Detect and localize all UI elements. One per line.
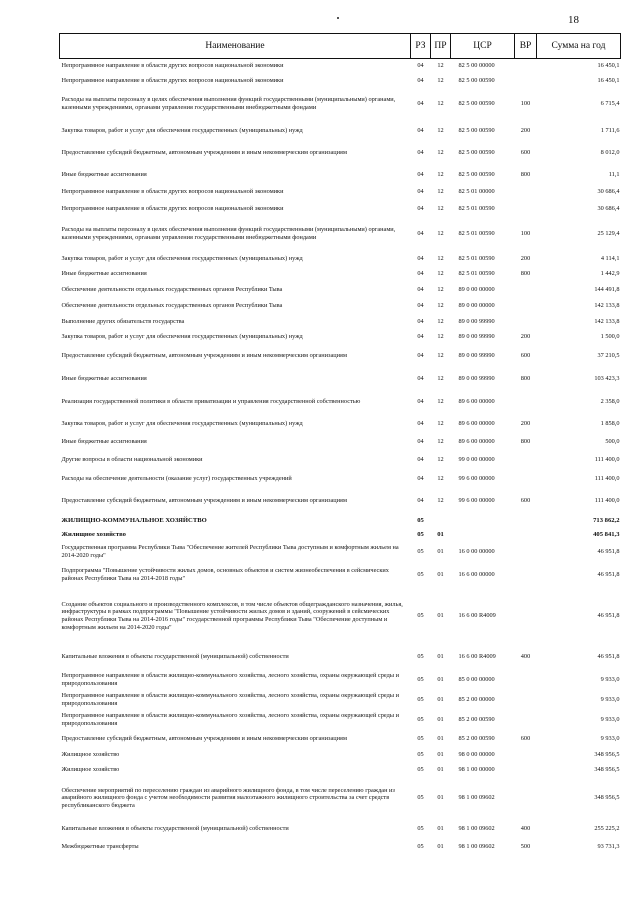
- table-row: [60, 415, 621, 433]
- table-row: [60, 542, 621, 563]
- table-row: [60, 330, 621, 344]
- cell-sum: 9 933,0: [600, 715, 620, 723]
- cell-sum: 348 956,5: [594, 794, 620, 802]
- cell-vr: 500: [520, 843, 531, 851]
- header-csr: ЦСР: [451, 34, 515, 59]
- cell-name: Непрограммное направление в области других вопросов национальной экономики: [61, 205, 284, 213]
- cell-sum: 9 933,0: [600, 734, 620, 742]
- cell-name: Расходы на обеспечение деятельности (оказание услуг) государственных учреждений: [61, 474, 292, 482]
- cell-sum: 1 500,0: [600, 332, 620, 340]
- table-row: [60, 451, 621, 469]
- cell-csr: 82 5 00 00000: [458, 62, 495, 70]
- cell-rz: 04: [417, 374, 424, 382]
- cell-pr: 12: [437, 170, 444, 178]
- cell-csr: 16 0 00 00000: [458, 548, 495, 556]
- cell-sum: 93 731,3: [597, 843, 620, 851]
- cell-name: Непрограммное направление в области жилищно-коммунального хозяйства, лесного хозяйства, охраны окружающей среды и природопользования: [61, 711, 399, 727]
- cell-name: Создание объектов социального и производственного комплексов, в том числе объектов общегражданского назначения, жилья, инфраструктуры в рамках подпрограммы "Повышение устойчивости жилых домов и зданий, сооружений в сейсмических районах Республики Тыва на 2014-2016 годы" государственной программы Республики Тыва "Обеспечение доступным и комфортным жильем на 2014-2020 годы": [61, 600, 403, 631]
- cell-name: Непрограммное направление в области других вопросов национальной экономики: [61, 188, 284, 196]
- cell-name: Расходы на выплаты персоналу в целях обеспечения выполнения функций государственными (муниципальными) органами, казенными учреждениями, органами управления государственными внебюджетными фондами: [61, 96, 396, 111]
- budget-table: [59, 33, 621, 855]
- cell-csr: 89 0 00 99990: [458, 332, 495, 340]
- cell-csr: [451, 529, 515, 542]
- cell-vr: 100: [520, 230, 531, 238]
- cell-sum: 46 951,8: [597, 548, 620, 556]
- table-row: [60, 819, 621, 840]
- cell-pr: 12: [437, 317, 444, 325]
- table-row: [60, 389, 621, 415]
- cell-vr: [515, 529, 537, 542]
- cell-vr: 800: [520, 170, 531, 178]
- cell-pr: [431, 513, 451, 529]
- cell-pr: 12: [437, 419, 444, 427]
- cell-csr: 82 5 01 00590: [458, 205, 495, 213]
- cell-rz: 04: [417, 437, 424, 445]
- cell-csr: 85 0 00 00000: [458, 675, 495, 683]
- cell-sum: 348 956,5: [594, 766, 620, 774]
- cell-vr: [515, 298, 537, 314]
- cell-rz: 05: [417, 653, 424, 661]
- table-row: [60, 184, 621, 201]
- cell-rz: 04: [417, 205, 424, 213]
- cell-csr: 98 1 00 09602: [458, 794, 495, 802]
- cell-vr: [515, 542, 537, 563]
- cell-csr: 16 6 00 00000: [458, 571, 495, 579]
- cell-rz: 05: [417, 843, 424, 851]
- cell-pr: 01: [437, 715, 444, 723]
- cell-rz: 05: [417, 751, 424, 759]
- cell-pr: 12: [437, 352, 444, 360]
- cell-rz: 04: [417, 100, 424, 108]
- cell-sum: 348 956,5: [594, 751, 620, 759]
- cell-csr: 82 5 01 00590: [458, 270, 495, 278]
- cell-rz: 04: [417, 230, 424, 238]
- cell-rz: 04: [417, 496, 424, 504]
- cell-pr: 01: [437, 548, 444, 556]
- cell-vr: 800: [520, 270, 531, 278]
- table-row: [60, 218, 621, 251]
- cell-sum: 4 114,1: [600, 254, 620, 262]
- cell-sum: 1 858,0: [600, 419, 620, 427]
- cell-rz: 04: [417, 332, 424, 340]
- cell-rz: 04: [417, 270, 424, 278]
- cell-vr: [515, 74, 537, 88]
- cell-name: Иные бюджетные ассигнования: [61, 374, 147, 382]
- cell-name: Закупка товаров, работ и услуг для обеспечения государственных (муниципальных) нужд: [61, 332, 303, 340]
- cell-rz: 04: [417, 188, 424, 196]
- header-rz: РЗ: [411, 34, 431, 59]
- cell-pr: 12: [437, 301, 444, 309]
- cell-vr: [515, 563, 537, 588]
- table-row: [60, 489, 621, 513]
- cell-vr: [515, 670, 537, 690]
- cell-sum: 8 012,0: [600, 149, 620, 157]
- cell-sum: 30 686,4: [597, 188, 620, 196]
- cell-sum: 9 933,0: [600, 675, 620, 683]
- table-row: [60, 201, 621, 218]
- cell-rz: 04: [417, 285, 424, 293]
- cell-sum: 9 933,0: [600, 695, 620, 703]
- table-row: [60, 88, 621, 121]
- cell-sum: 142 133,8: [594, 317, 620, 325]
- cell-rz: 04: [417, 474, 424, 482]
- cell-pr: 01: [437, 766, 444, 774]
- cell-rz: 05: [417, 571, 424, 579]
- cell-name: Межбюджетные трансферты: [61, 843, 139, 851]
- cell-name: Непрограммное направление в области жилищно-коммунального хозяйства, лесного хозяйства, охраны окружающей среды и природопользования: [61, 691, 399, 707]
- cell-vr: [515, 389, 537, 415]
- cell-vr: [515, 778, 537, 819]
- cell-rz: 04: [417, 419, 424, 427]
- cell-vr: [515, 513, 537, 529]
- cell-vr: [515, 184, 537, 201]
- cell-csr: 82 5 01 00590: [458, 254, 495, 262]
- cell-pr: 12: [437, 76, 444, 84]
- table-row: [60, 282, 621, 298]
- cell-pr: 01: [437, 675, 444, 683]
- cell-rz: 05: [417, 612, 424, 620]
- cell-name: Закупка товаров, работ и услуг для обеспечения государственных (муниципальных) нужд: [61, 254, 303, 262]
- cell-rz: 05: [417, 715, 424, 723]
- cell-pr: 01: [437, 612, 444, 620]
- cell-rz: 04: [417, 301, 424, 309]
- cell-sum: 16 450,1: [597, 76, 620, 84]
- table-row: [60, 645, 621, 670]
- cell-pr: 01: [437, 794, 444, 802]
- table-row: [60, 369, 621, 389]
- header-name: Наименование: [60, 34, 411, 59]
- cell-csr: 85 2 00 00000: [458, 695, 495, 703]
- cell-name: Непрограммное направление в области других вопросов национальной экономики: [61, 62, 284, 70]
- cell-csr: 82 5 01 00590: [458, 230, 495, 238]
- cell-rz: 04: [417, 170, 424, 178]
- table-row: [60, 730, 621, 748]
- cell-sum: 255 225,2: [594, 825, 620, 833]
- cell-sum: 37 210,5: [597, 352, 620, 360]
- cell-csr: 82 5 00 00590: [458, 76, 495, 84]
- cell-sum: 46 951,8: [597, 571, 620, 579]
- cell-rz: 04: [417, 455, 424, 463]
- cell-vr: [515, 588, 537, 645]
- cell-sum: 16 450,1: [597, 62, 620, 70]
- cell-pr: 12: [437, 455, 444, 463]
- cell-pr: 12: [437, 100, 444, 108]
- cell-sum: 111 400,0: [594, 474, 620, 482]
- cell-sum: 6 715,4: [600, 100, 620, 108]
- cell-vr: 200: [520, 126, 531, 134]
- cell-vr: 800: [520, 437, 531, 445]
- table-row: [60, 267, 621, 282]
- cell-vr: 100: [520, 100, 531, 108]
- table-row: [60, 251, 621, 267]
- cell-pr: 12: [437, 332, 444, 340]
- cell-csr: 82 5 00 00590: [458, 170, 495, 178]
- table-row: [60, 670, 621, 690]
- cell-name: Капитальные вложения в объекты государственной (муниципальной) собственности: [61, 825, 289, 833]
- cell-pr: 12: [437, 374, 444, 382]
- scan-speck: [337, 17, 339, 19]
- page-number: 18: [568, 14, 579, 26]
- cell-vr: 600: [520, 496, 531, 504]
- cell-vr: [515, 314, 537, 330]
- cell-vr: [515, 690, 537, 710]
- table-row: [60, 298, 621, 314]
- cell-vr: [515, 763, 537, 778]
- cell-pr: 12: [437, 397, 444, 405]
- cell-rz: 05: [417, 825, 424, 833]
- cell-pr: 12: [437, 254, 444, 262]
- cell-sum: 30 686,4: [597, 205, 620, 213]
- cell-pr: 12: [437, 496, 444, 504]
- cell-name: Капитальные вложения в объекты государственной (муниципальной) собственности: [61, 653, 289, 661]
- cell-name: Закупка товаров, работ и услуг для обеспечения государственных (муниципальных) нужд: [61, 126, 303, 134]
- cell-csr: 99 0 00 00000: [458, 455, 495, 463]
- cell-sum: 25 129,4: [597, 230, 620, 238]
- cell-vr: 200: [520, 419, 531, 427]
- cell-rz: 05: [417, 675, 424, 683]
- table-body: [60, 59, 621, 855]
- cell-vr: [515, 710, 537, 730]
- cell-pr: 12: [437, 230, 444, 238]
- cell-csr: 98 1 00 09602: [458, 843, 495, 851]
- cell-name: Обеспечение деятельности отдельных государственных органов Республики Тыва: [61, 285, 283, 293]
- cell-pr: 12: [437, 126, 444, 134]
- cell-name: Предоставление субсидий бюджетным, автономным учреждениям и иным некоммерческим организациям: [61, 352, 347, 360]
- cell-csr: [451, 513, 515, 529]
- cell-sum: 405 841,3: [593, 531, 620, 539]
- cell-rz: 05: [417, 548, 424, 556]
- cell-pr: 01: [437, 571, 444, 579]
- table-row: [60, 690, 621, 710]
- cell-csr: 16 6 00 R4009: [458, 653, 496, 661]
- cell-csr: 89 0 00 00000: [458, 285, 495, 293]
- table-row: [60, 433, 621, 451]
- cell-rz: 04: [417, 126, 424, 134]
- cell-sum: 713 862,2: [593, 516, 620, 524]
- cell-sum: 111 400,0: [594, 496, 620, 504]
- table-row: [60, 563, 621, 588]
- cell-name: Жилищное хозяйство: [61, 531, 126, 539]
- cell-name: Обеспечение мероприятий по переселению граждан из аварийного жилищного фонда, в том числе переселению граждан из аварийного жилищного фонда с учетом необходимости развития малоэтажного жилищного строительства за счет средств республиканского бюджета: [61, 786, 395, 809]
- table-row: [60, 748, 621, 763]
- cell-name: Иные бюджетные ассигнования: [61, 170, 147, 178]
- header-pr: ПР: [431, 34, 451, 59]
- cell-rz: 04: [417, 62, 424, 70]
- cell-pr: 12: [437, 474, 444, 482]
- cell-vr: 400: [520, 653, 531, 661]
- cell-name: Предоставление субсидий бюджетным, автономным учреждениям и иным некоммерческим организациям: [61, 496, 347, 504]
- cell-rz: 05: [417, 766, 424, 774]
- cell-rz: 05: [417, 516, 424, 524]
- table-row: [60, 763, 621, 778]
- cell-pr: 12: [437, 62, 444, 70]
- table-row: [60, 59, 621, 74]
- cell-sum: 142 133,8: [594, 301, 620, 309]
- cell-name: Жилищное хозяйство: [61, 751, 120, 759]
- cell-csr: 98 0 00 00000: [458, 751, 495, 759]
- table-row: [60, 74, 621, 88]
- cell-sum: 2 358,0: [600, 397, 620, 405]
- cell-csr: 82 5 00 00590: [458, 149, 495, 157]
- cell-csr: 89 0 00 99990: [458, 352, 495, 360]
- table-row: [60, 344, 621, 369]
- cell-name: Предоставление субсидий бюджетным, автономным учреждениям и иным некоммерческим организациям: [61, 734, 347, 742]
- table-row: [60, 588, 621, 645]
- cell-csr: 98 1 00 00000: [458, 766, 495, 774]
- cell-name: Другие вопросы в области национальной экономики: [61, 455, 203, 463]
- header-sum: Сумма на год: [537, 34, 621, 59]
- cell-sum: 144 491,8: [594, 285, 620, 293]
- cell-vr: [515, 748, 537, 763]
- cell-vr: 600: [520, 352, 531, 360]
- cell-csr: 82 5 00 00590: [458, 126, 495, 134]
- table-row: [60, 778, 621, 819]
- cell-name: Непрограммное направление в области жилищно-коммунального хозяйства, лесного хозяйства, охраны окружающей среды и природопользования: [61, 671, 399, 687]
- cell-vr: 400: [520, 825, 531, 833]
- cell-sum: 500,0: [605, 437, 620, 445]
- cell-sum: 1 711,6: [600, 126, 620, 134]
- cell-name: Обеспечение деятельности отдельных государственных органов Республики Тыва: [61, 301, 283, 309]
- cell-sum: 1 442,9: [600, 270, 620, 278]
- cell-vr: 600: [520, 734, 531, 742]
- cell-csr: 98 1 00 09602: [458, 825, 495, 833]
- table-row: [60, 469, 621, 489]
- cell-csr: 82 5 01 00000: [458, 188, 495, 196]
- cell-pr: 12: [437, 205, 444, 213]
- table-row: [60, 141, 621, 166]
- cell-vr: 800: [520, 374, 531, 382]
- cell-rz: 04: [417, 254, 424, 262]
- cell-vr: [515, 451, 537, 469]
- table-row: [60, 166, 621, 184]
- cell-pr: 01: [437, 825, 444, 833]
- cell-sum: 46 951,8: [597, 653, 620, 661]
- cell-rz: 04: [417, 352, 424, 360]
- table-header-row: [60, 34, 621, 59]
- cell-vr: 600: [520, 149, 531, 157]
- cell-name: Реализация государственной политики в области приватизации и управления государственной собственностью: [61, 397, 361, 405]
- cell-rz: 04: [417, 397, 424, 405]
- cell-name: Закупка товаров, работ и услуг для обеспечения государственных (муниципальных) нужд: [61, 419, 303, 427]
- cell-rz: 05: [417, 734, 424, 742]
- cell-pr: 01: [437, 531, 444, 539]
- cell-pr: 12: [437, 437, 444, 445]
- cell-csr: 89 0 00 99990: [458, 317, 495, 325]
- cell-csr: 89 6 00 00000: [458, 419, 495, 427]
- cell-csr: 16 6 00 R4009: [458, 612, 496, 620]
- cell-csr: 89 0 00 99990: [458, 374, 495, 382]
- table-row: [60, 529, 621, 542]
- cell-vr: [515, 282, 537, 298]
- table-row: [60, 710, 621, 730]
- cell-pr: 01: [437, 734, 444, 742]
- cell-name: Иные бюджетные ассигнования: [61, 270, 147, 278]
- cell-pr: 01: [437, 751, 444, 759]
- cell-rz: 04: [417, 76, 424, 84]
- cell-csr: 89 6 00 00000: [458, 437, 495, 445]
- cell-csr: 82 5 00 00590: [458, 100, 495, 108]
- cell-pr: 12: [437, 188, 444, 196]
- cell-sum: 103 423,3: [594, 374, 620, 382]
- cell-vr: [515, 201, 537, 218]
- cell-name: ЖИЛИЩНО-КОММУНАЛЬНОЕ ХОЗЯЙСТВО: [61, 516, 207, 524]
- cell-csr: 99 6 00 00000: [458, 474, 495, 482]
- cell-pr: 01: [437, 653, 444, 661]
- cell-name: Выполнение других обязательств государства: [61, 317, 185, 325]
- cell-rz: 04: [417, 149, 424, 157]
- cell-rz: 04: [417, 317, 424, 325]
- cell-pr: 12: [437, 149, 444, 157]
- cell-vr: [515, 469, 537, 489]
- table-row: [60, 840, 621, 855]
- cell-name: Непрограммное направление в области других вопросов национальной экономики: [61, 76, 284, 84]
- cell-vr: 200: [520, 254, 531, 262]
- cell-rz: 05: [417, 695, 424, 703]
- cell-vr: [515, 59, 537, 74]
- cell-sum: 46 951,8: [597, 612, 620, 620]
- cell-csr: 89 6 00 00000: [458, 397, 495, 405]
- cell-name: Предоставление субсидий бюджетным, автономным учреждениям и иным некоммерческим организациям: [61, 149, 347, 157]
- cell-rz: 05: [417, 794, 424, 802]
- cell-pr: 12: [437, 285, 444, 293]
- cell-pr: 01: [437, 843, 444, 851]
- cell-rz: 05: [417, 531, 424, 539]
- cell-name: Расходы на выплаты персоналу в целях обеспечения выполнения функций государственными (муниципальными) органами, казенными учреждениями, органами управления государственными внебюджетными фондами: [61, 226, 396, 241]
- cell-vr: 200: [520, 332, 531, 340]
- cell-pr: 12: [437, 270, 444, 278]
- cell-name: Иные бюджетные ассигнования: [61, 437, 147, 445]
- table-row: [60, 314, 621, 330]
- cell-name: Подпрограмма "Повышение устойчивости жилых домов, основных объектов и систем жизнеобеспечения в сейсмических районах Республики Тыва на 2014-2018 годы": [61, 567, 389, 582]
- header-vr: ВР: [515, 34, 537, 59]
- cell-sum: 111 400,0: [594, 455, 620, 463]
- cell-pr: 01: [437, 695, 444, 703]
- cell-csr: 99 6 00 00000: [458, 496, 495, 504]
- cell-name: Жилищное хозяйство: [61, 766, 120, 774]
- cell-csr: 85 2 00 00590: [458, 734, 495, 742]
- cell-csr: 89 0 00 00000: [458, 301, 495, 309]
- cell-csr: 85 2 00 00590: [458, 715, 495, 723]
- table-row: [60, 513, 621, 529]
- cell-sum: 11,1: [608, 170, 620, 178]
- cell-name: Государственная программа Республики Тыва "Обеспечение жителей Республики Тыва доступным и комфортным жильем на 2014-2020 годы": [61, 544, 399, 559]
- table-row: [60, 121, 621, 141]
